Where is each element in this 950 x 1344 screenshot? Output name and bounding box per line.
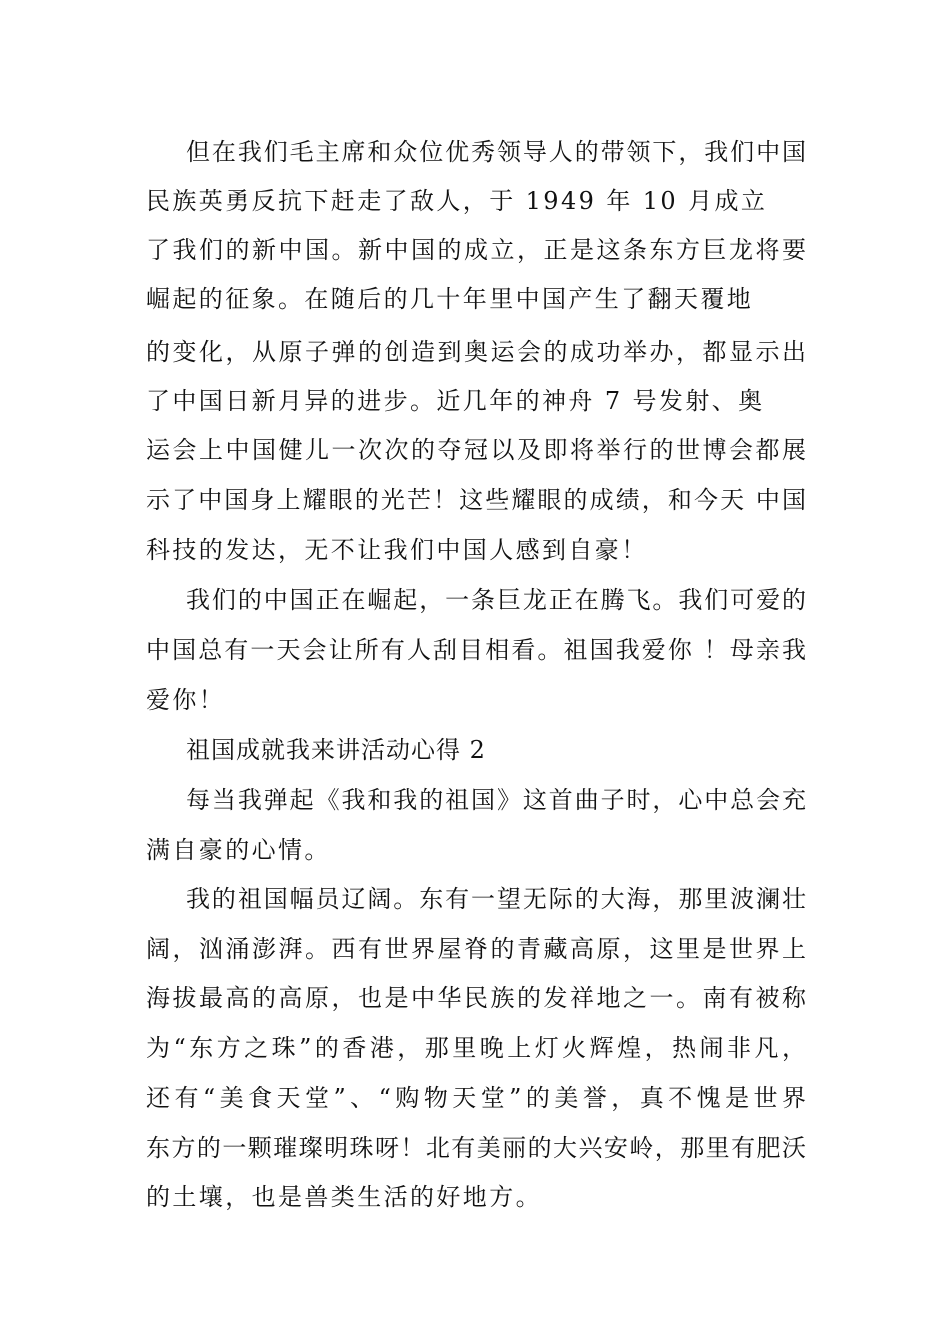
text-line: 每当我弹起《我和我的祖国》这首曲子时，心中总会充: [186, 786, 806, 814]
text-line: 满自豪的心情。: [146, 836, 331, 864]
section-heading: 祖国成就我来讲活动心得 2: [186, 736, 486, 764]
text-line: 运会上中国健儿一次次的夺冠以及即将举行的世博会都展: [146, 436, 806, 464]
text-line: 但在我们毛主席和众位优秀领导人的带领下，我们中国: [186, 138, 806, 166]
text-line: 的土壤，也是兽类生活的好地方。: [146, 1183, 542, 1211]
text-line: 海拔最高的高原，也是中华民族的发祥地之一。南有被称: [146, 984, 806, 1012]
text-line: 了我们的新中国。新中国的成立，正是这条东方巨龙将要: [146, 236, 806, 264]
text-line: 阔，汹涌澎湃。西有世界屋脊的青藏高原，这里是世界上: [146, 935, 806, 963]
text-line: 的变化，从原子弹的创造到奥运会的成功举办，都显示出: [146, 338, 806, 366]
text-line: 我们的中国正在崛起，一条巨龙正在腾飞。我们可爱的: [186, 586, 806, 614]
text-line: 科技的发达，无不让我们中国人感到自豪！: [146, 536, 648, 564]
text-line: 民族英勇反抗下赶走了敌人，于 1949 年 10 月成立: [146, 187, 768, 215]
text-line: 爱你！: [146, 686, 226, 714]
text-line: 为“东方之珠”的香港，那里晚上灯火辉煌，热闹非凡，: [146, 1034, 806, 1062]
text-line: 了中国日新月异的进步。近几年的神舟 7 号发射、奥: [146, 387, 765, 415]
text-line: 崛起的征象。在随后的几十年里中国产生了翻天覆地: [146, 285, 754, 313]
text-line: 中国总有一天会让所有人刮目相看。祖国我爱你 ！母亲我: [146, 636, 806, 664]
text-line: 我的祖国幅员辽阔。东有一望无际的大海，那里波澜壮: [186, 885, 806, 913]
text-line: 东方的一颗璀璨明珠呀！北有美丽的大兴安岭，那里有肥沃: [146, 1134, 806, 1162]
text-line: 示了中国身上耀眼的光芒！这些耀眼的成绩，和今天 中国: [146, 486, 806, 514]
text-line: 还有“美食天堂”、“购物天堂”的美誉，真不愧是世界: [146, 1084, 806, 1112]
